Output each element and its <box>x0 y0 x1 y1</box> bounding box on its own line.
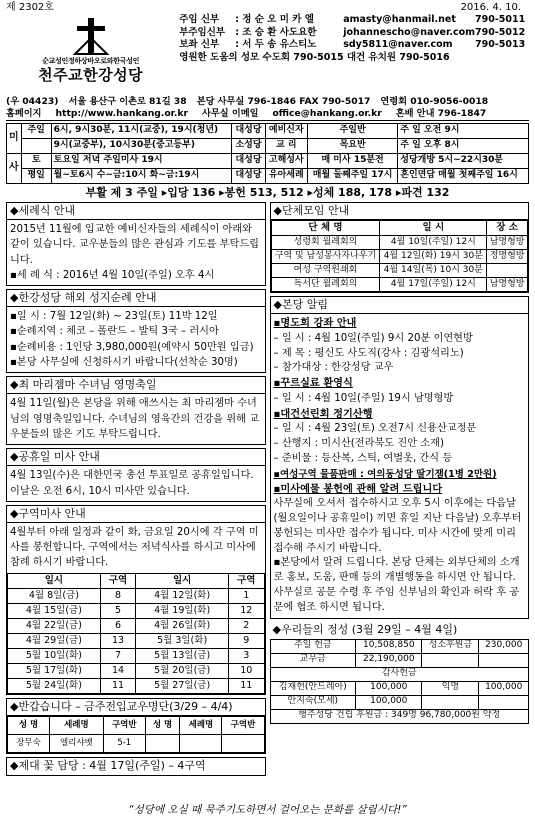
table-cell: 4월 26일(화) <box>136 618 229 633</box>
notice-heading: ▪미사예물 봉헌에 관해 알려 드립니다 <box>273 483 443 495</box>
web-line <box>6 108 529 121</box>
table-cell <box>487 264 528 278</box>
column-header: 구역반 <box>103 716 145 734</box>
notice-line: – 제 목 : 평신도 사도직(강사 : 김광석리노) <box>273 347 464 359</box>
memorial-text: 4월 11일(월)은 본당을 위해 애쓰시는 최 마리젬마 수녀님의 영명축일입니다. 수녀님의 영육간의 건강을 위해 교우분들의 많은 기도 부탁드립니다. <box>10 398 260 440</box>
section-title: ◆최 마리젬마 수녀님 영명축일 <box>7 377 265 394</box>
table-cell: 독서단 월례회의 <box>271 278 380 292</box>
liturgy-summary: 부활 제 3 주일 ▸입당 136 ▸봉헌 513, 512 ▸성체 188, 178 ▸파견 132 <box>85 186 450 199</box>
notice-heading: ▪명도회 강좌 안내 <box>273 318 357 329</box>
staff-name: : 조 승 환 사도요한 <box>235 26 317 38</box>
altar-flower-duty <box>6 757 266 776</box>
section-title: ◆반갑습니다 – 금주전입교우명단(3/29 – 4/4) <box>7 699 265 716</box>
baptism-text: 2015년 11월에 입교한 예비신자들의 세례식이 아래와 같이 있습니다. 교우분들의 많은 관심과 기도를 부탁드립니다. <box>10 224 260 266</box>
section-title: ◆제대 꽃 담당 : 4월 17일(주일) – 4구역 <box>10 758 206 772</box>
column-header: 구역 <box>229 573 264 588</box>
section-title: ◆우리들의 정성 (3월 29일 – 4월 4일) <box>272 622 458 636</box>
section-body <box>7 394 265 444</box>
table-cell: 12 <box>229 603 264 618</box>
table-row <box>8 663 265 678</box>
table-cell: 주일 헌금 <box>270 639 356 653</box>
table-cell <box>222 734 264 752</box>
table-cell: 100,000 <box>356 681 422 695</box>
notice-line: – 일 시 : 4월 23일(토) 오전7시 신용산교정문 <box>273 423 477 435</box>
section-title: ◆본당 알림 <box>271 297 529 314</box>
column-header: 성 명 <box>8 716 50 734</box>
schedule-category: 평일 <box>21 169 51 184</box>
table-cell: 안지숙(모세) <box>270 695 356 709</box>
staff-role: 보좌 신부 <box>179 39 220 51</box>
section-body <box>7 466 265 501</box>
table-cell: 4월 15일(금) <box>8 603 101 618</box>
section-body <box>7 220 265 285</box>
office-email-link[interactable]: office@hankang.or.kr <box>272 108 382 119</box>
table-row <box>8 633 265 648</box>
table-cell: 구역 및 남성봉사자나우기 <box>271 250 380 264</box>
group-meetings-table <box>271 220 529 292</box>
staff-email[interactable]: sdy5811@naver.com <box>343 39 453 51</box>
holiday-text: 4월 13일(수)은 대한민국 총선 투표일로 공휴일입니다. 이날은 오전 6시, 10시 미사만 있습니다. <box>10 470 254 497</box>
schedule-time-2: 성당개방 5시~22시30분 <box>398 154 529 169</box>
schedule-day: 주일반 <box>307 124 397 139</box>
schedule-category: 토 <box>21 154 51 169</box>
table-cell <box>479 695 529 709</box>
table-row <box>271 250 528 264</box>
logo-subtitle: 순교성인정하상바오로와한국성인 <box>42 57 140 65</box>
table-cell: 4월 19일(화) <box>136 603 229 618</box>
table-row <box>271 278 528 292</box>
table-row <box>270 639 529 653</box>
column-header: 장 소 <box>487 221 528 236</box>
baptism-date: ▪세 례 식 : 2016년 4월 10일(주일) 오후 4시 <box>10 269 215 281</box>
staff-role: 주임 신부 <box>179 14 220 26</box>
building-fund: 행주성당 건립 후원금 : 349명 96,780,000원 약정 <box>270 709 529 723</box>
mass-schedule-table <box>6 123 529 184</box>
notice-heading: ▪여성구역 물품판매 : 여의동성당 딸기잼(1병 2만원) <box>273 468 497 480</box>
schedule-row <box>7 169 529 184</box>
staff-name: : 정 순 오 미 카 엘 <box>235 14 314 26</box>
table-cell: 2 <box>229 618 264 633</box>
schedule-category-2: 교 리 <box>265 139 307 154</box>
column-header: 구역 <box>100 573 135 588</box>
schedule-side-label: 미 <box>7 124 22 154</box>
schedule-day: 목요반 <box>307 139 397 154</box>
table-header-row <box>271 221 528 236</box>
table-cell: 100,000 <box>479 681 529 695</box>
section-title: ◆세례식 안내 <box>7 203 265 220</box>
feast-day-notice <box>6 376 266 445</box>
notice-heading: ▪꾸르실료 환영식 <box>273 378 353 390</box>
table-cell: 6 <box>100 618 135 633</box>
issue-line <box>6 0 529 14</box>
table-header-row <box>8 716 265 734</box>
section-title: ◆공휴일 미사 안내 <box>7 449 265 466</box>
schedule-row <box>7 154 529 169</box>
column-header: 성 명 <box>145 716 180 734</box>
table-cell: 4월 17일(주일) 12시 <box>380 278 487 292</box>
table-cell: 장무숙 <box>8 734 50 752</box>
wedding-info: 혼배 안내 796-1847 <box>395 108 487 119</box>
staff-phone: 790-5011 <box>475 14 526 26</box>
table-cell: 5월 17일(화) <box>8 663 101 678</box>
schedule-row <box>7 139 529 154</box>
holiday-mass-notice <box>6 448 266 502</box>
table-row <box>270 709 529 723</box>
logo-title: 천주교한강성당 <box>38 65 144 84</box>
section-body <box>7 307 265 372</box>
table-cell: 14 <box>100 663 135 678</box>
table-cell: 10 <box>229 663 264 678</box>
table-row <box>270 695 529 709</box>
left-column <box>6 202 266 779</box>
column-header: 일 시 <box>380 221 487 236</box>
issue-number: 제 2302호 <box>6 2 54 13</box>
pilgrimage-line: ▪순례지역 : 체코 – 폴란드 – 발틱 3국 – 러시아 <box>10 326 219 338</box>
staff-name: : 서 두 송 유스티노 <box>235 39 317 51</box>
table-cell: 10,508,850 <box>356 639 422 653</box>
schedule-side-label: 사 <box>7 154 22 184</box>
table-row <box>8 603 265 618</box>
pilgrimage-notice <box>6 289 266 373</box>
baptism-notice <box>6 202 266 286</box>
notice-line: – 일 시 : 4월 10일(주일) 9시 20분 이연현방 <box>273 332 473 344</box>
table-cell: 5월 13일(금) <box>136 648 229 663</box>
table-row <box>8 618 265 633</box>
table-cell: 1 <box>229 588 264 603</box>
table-cell: 13 <box>100 633 135 648</box>
schedule-place: 대성당 <box>232 124 265 139</box>
staff-contacts <box>175 14 529 98</box>
table-row <box>270 653 529 667</box>
right-column <box>270 202 530 779</box>
table-cell: 성령회 월례회의 <box>271 236 380 250</box>
schedule-category-2: 예비신자 <box>265 124 307 139</box>
table-row <box>270 667 529 681</box>
homepage-label: 홈페이지 <box>6 108 42 119</box>
table-cell: 정명형방 <box>487 250 528 264</box>
table-cell <box>422 695 479 709</box>
section-title: ◆한강성당 해외 성지순례 안내 <box>7 290 265 307</box>
table-cell: 남명형방 <box>487 236 528 250</box>
table-cell: 8 <box>100 588 135 603</box>
office-phone: 본당 사무실 796-1846 FAX 790-5017 <box>196 96 371 107</box>
schedule-time: 토요일 저녁 주일미사 19시 <box>51 154 232 169</box>
office-email-label: 사무실 이메일 <box>202 108 259 119</box>
section-body <box>271 314 529 618</box>
homepage-link[interactable]: http://www.hankang.or.kr <box>55 108 189 119</box>
district-text: 4월부터 아래 일정과 같이 화, 금요일 20시에 각 구역 미사를 봉헌합니다. 구역에서는 저녁식사를 하시고 미사에 참례 하시기 바랍니다. <box>10 526 259 569</box>
footer-slogan: “성당에 오실 때 묵주기도하면서 걸어오는 문화를 살립시다!” <box>128 803 407 816</box>
table-cell: 성소후원금 <box>422 639 479 653</box>
column-header: 단 체 명 <box>271 221 380 236</box>
new-members-table <box>7 716 265 753</box>
section-body <box>7 523 265 573</box>
table-header-row <box>8 573 265 588</box>
staff-role: 부주임신부 <box>179 26 226 38</box>
notice-paragraph: 사무실에 오셔서 접수하시고 오후 5시 이후에는 다음날(월요일이나 공휴일이) 끼면 휴일 지난 다음날) 오후부터 봉헌되는 미사만 접수가 됩니다. 미사 시간에 맞게 미리 접수해 주시기 바랍니다. <box>273 498 522 554</box>
staff-email[interactable]: amasty@hanmail.net <box>343 14 456 26</box>
column-header: 일시 <box>136 573 229 588</box>
zip-code: (우 04423) <box>6 96 59 107</box>
funeral-committee-phone: 연령회 010-9056-0018 <box>380 96 489 107</box>
notice-paragraph: ▪본당에서 알려 드립니다. 본당 단체는 외부단체의 소개로 홍보, 도움, 판매 등의 개별행동을 하시면 안 됩니다. 사무실로 공문 수령 후 주임 신부님의 확인과 허락 후 공문에 협조 하시면 됩니다. <box>273 557 520 613</box>
table-cell: 7 <box>100 648 135 663</box>
schedule-day: 매월 둘째주일 17시 <box>307 169 397 184</box>
table-row <box>271 264 528 278</box>
table-cell: 5월 10일(화) <box>8 648 101 663</box>
staff-phone: 790-5012 <box>475 26 526 38</box>
table-cell: 교무금 <box>270 653 356 667</box>
church-cross-icon <box>71 16 111 56</box>
schedule-place: 대성당 <box>232 154 265 169</box>
content-columns <box>6 202 529 779</box>
table-row <box>8 678 265 693</box>
column-header: 세례명 <box>50 716 104 734</box>
table-cell: 남명형방 <box>487 278 528 292</box>
schedule-place: 대성당 <box>232 169 265 184</box>
table-cell <box>145 734 180 752</box>
offerings <box>270 622 530 724</box>
table-cell: 4월 12일(화) <box>136 588 229 603</box>
notice-heading: ▪대건선린회 정기산행 <box>273 408 373 420</box>
schedule-row <box>7 124 529 139</box>
staff-row <box>179 27 529 40</box>
table-cell: 100,000 <box>356 695 422 709</box>
table-row <box>8 588 265 603</box>
table-row <box>270 681 529 695</box>
table-cell: 9 <box>229 633 264 648</box>
staff-row <box>179 39 529 52</box>
group-meetings <box>270 202 530 293</box>
schedule-place: 소성당 <box>232 139 265 154</box>
table-cell: 5 <box>100 603 135 618</box>
table-cell <box>180 734 222 752</box>
table-cell: 230,000 <box>479 639 529 653</box>
table-cell: 4월 29일(금) <box>8 633 101 648</box>
notice-line: – 산행지 : 미시산(전라북도 진안 소재) <box>273 438 444 450</box>
table-cell <box>479 653 529 667</box>
table-row <box>8 734 265 752</box>
section-title: ◆단체모임 안내 <box>271 203 529 220</box>
table-cell: 11 <box>229 678 264 693</box>
table-cell: 4월 12일(화) 19시 30분 <box>380 250 487 264</box>
schedule-time: 월~토6시 수~금:10시 화~금:19시 <box>51 169 232 184</box>
district-mass-notice <box>6 505 266 695</box>
table-cell: 5월 3일(화) <box>136 633 229 648</box>
staff-phone: 790-5013 <box>475 39 526 51</box>
table-cell: 5월 27일(금) <box>136 678 229 693</box>
section-title: ◆구역미사 안내 <box>7 506 265 523</box>
schedule-time: 6시, 9시30분, 11시(교중), 19시(청년) <box>51 124 232 139</box>
schedule-category: 주일 <box>21 124 51 139</box>
street-address: 서울 용산구 이촌로 81길 38 <box>68 96 187 107</box>
table-row <box>271 236 528 250</box>
schedule-time-2: 주 일 오전 9시 <box>398 124 529 139</box>
notice-line: – 준비물 : 등산복, 스틱, 여벌옷, 간식 등 <box>273 453 453 465</box>
notice-line: – 참가대상 : 한강성당 교우 <box>273 362 394 374</box>
staff-email[interactable]: johannescho@naver.com <box>343 26 475 38</box>
address-line <box>6 96 529 108</box>
staff-row <box>179 14 529 27</box>
column-header: 세례명 <box>180 716 222 734</box>
schedule-category-2: 고해성사 <box>265 154 307 169</box>
schedule-time-2: 혼인면담 매월 첫째주일 16시 <box>398 169 529 184</box>
table-cell: 4월 10일(주일) 12시 <box>380 236 487 250</box>
table-cell: 김재헌(안드레아) <box>270 681 356 695</box>
table-cell: 엘리샤벳 <box>50 734 104 752</box>
schedule-category-2: 유아세례 <box>265 169 307 184</box>
church-logo <box>6 14 175 98</box>
table-cell: 4월 8일(금) <box>8 588 101 603</box>
parish-notices <box>270 296 530 619</box>
pilgrimage-line: ▪본당 사무실에 신청하시기 바랍니다(선착순 30명) <box>10 357 238 369</box>
table-cell: 3 <box>229 648 264 663</box>
issue-date: 2016. 4. 10. <box>460 2 521 13</box>
table-cell: 여성 구역원쇄회 <box>271 264 380 278</box>
notice-line: – 일 시 : 4월 10일(주일) 19시 남명형방 <box>273 392 454 404</box>
column-header: 일시 <box>8 573 101 588</box>
header <box>6 14 529 98</box>
table-cell: 4월 14일(목) 10시 30분 <box>380 264 487 278</box>
pilgrimage-line: ▪순례비용 : 1인당 3,980,000원(예약시 50만원 입금) <box>10 341 254 353</box>
table-cell: 4월 22일(금) <box>8 618 101 633</box>
table-cell: 5-1 <box>103 734 145 752</box>
table-row <box>8 648 265 663</box>
schedule-category <box>21 139 51 154</box>
schedule-time-2: 주 일 오후 8시 <box>398 139 529 154</box>
table-cell: 익명 <box>422 681 479 695</box>
schedule-time: 9시(교중부), 10시30분(중고등부) <box>51 139 232 154</box>
table-cell <box>422 653 479 667</box>
table-cell: 11 <box>100 678 135 693</box>
schedule-day: 매 미사 15분전 <box>307 154 397 169</box>
column-header: 구역반 <box>222 716 264 734</box>
table-cell: 5월 20일(금) <box>136 663 229 678</box>
affiliated-contacts: 영원한 도움의 성모 수도회 790-5015 대건 유치원 790-5016 <box>179 51 450 63</box>
pilgrimage-line: ▪일 시 : 7월 12일(화) ~ 23일(토) 11박 12일 <box>10 311 218 323</box>
welcome-new-members <box>6 698 266 754</box>
offerings-table <box>270 639 530 724</box>
table-cell: 22,190,000 <box>356 653 422 667</box>
thanks-offering-label: 감사헌금 <box>270 667 529 681</box>
district-mass-table <box>7 573 265 694</box>
table-cell: 5월 24일(화) <box>8 678 101 693</box>
